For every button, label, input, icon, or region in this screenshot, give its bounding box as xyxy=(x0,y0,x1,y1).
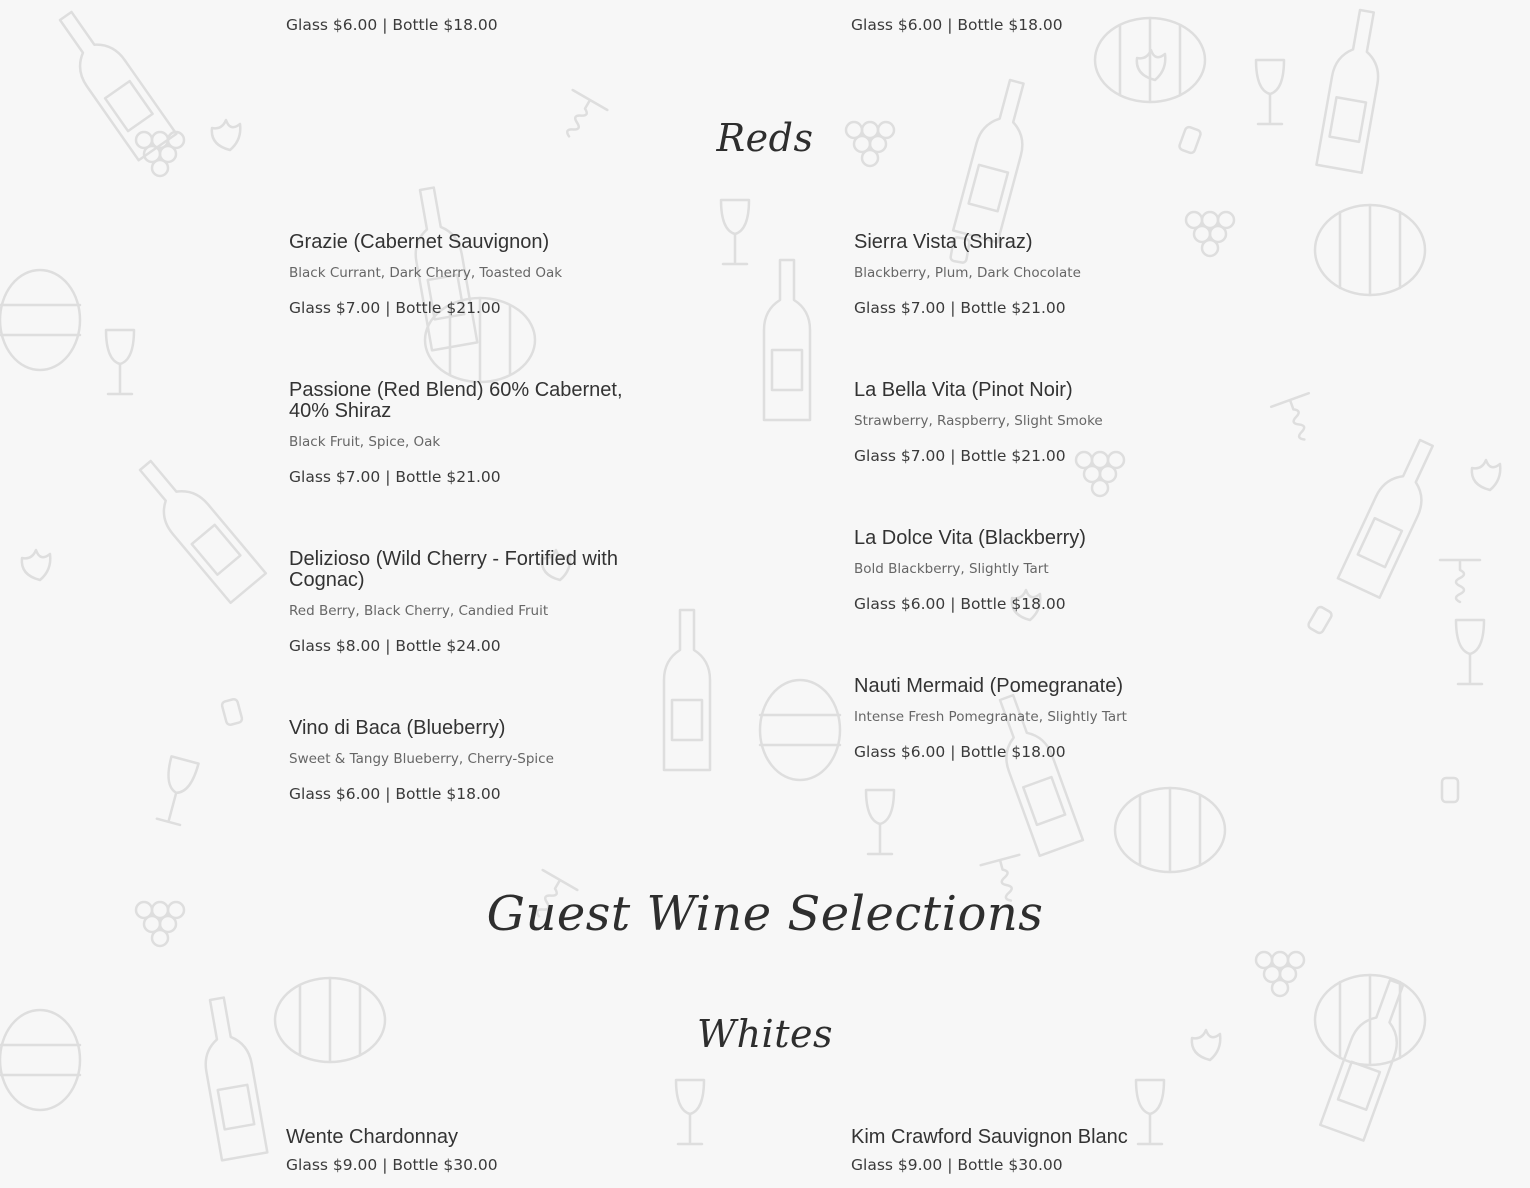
wine-name-line: Cognac) xyxy=(289,569,365,591)
wine-price: Glass $9.00 | Bottle $30.00 xyxy=(286,1156,498,1174)
wine-name: Kim Crawford Sauvignon Blanc xyxy=(851,1126,1128,1148)
wine-name: Nauti Mermaid (Pomegranate) xyxy=(854,675,1123,697)
wine-name: Vino di Baca (Blueberry) xyxy=(289,717,506,739)
wine-price: Glass $6.00 | Bottle $18.00 xyxy=(854,743,1066,761)
section-heading-reds: Reds xyxy=(716,116,814,160)
wine-name-line: Delizioso (Wild Cherry - Fortified with xyxy=(289,548,618,570)
wine-price: Glass $9.00 | Bottle $30.00 xyxy=(851,1156,1063,1174)
wine-name: Grazie (Cabernet Sauvignon) xyxy=(289,231,550,253)
tasting-notes: Sweet & Tangy Blueberry, Cherry-Spice xyxy=(289,751,554,767)
price-top-left: Glass $6.00 | Bottle $18.00 xyxy=(286,16,498,34)
wine-price: Glass $8.00 | Bottle $24.00 xyxy=(289,637,501,655)
wine-name-line: Passione (Red Blend) 60% Cabernet, xyxy=(289,379,623,401)
wine-name: Wente Chardonnay xyxy=(286,1126,458,1148)
tasting-notes: Intense Fresh Pomegranate, Slightly Tart xyxy=(854,709,1127,725)
section-heading-whites: Whites xyxy=(697,1012,833,1056)
tasting-notes: Blackberry, Plum, Dark Chocolate xyxy=(854,265,1081,281)
wine-price: Glass $7.00 | Bottle $21.00 xyxy=(289,468,501,486)
page-heading-guest-wine-selections: Guest Wine Selections xyxy=(486,886,1044,942)
wine-name xyxy=(289,549,618,591)
tasting-notes: Strawberry, Raspberry, Slight Smoke xyxy=(854,413,1103,429)
tasting-notes: Black Fruit, Spice, Oak xyxy=(289,434,441,450)
tasting-notes: Black Currant, Dark Cherry, Toasted Oak xyxy=(289,265,563,281)
wine-price: Glass $7.00 | Bottle $21.00 xyxy=(854,447,1066,465)
wine-price: Glass $7.00 | Bottle $21.00 xyxy=(854,299,1066,317)
tasting-notes: Red Berry, Black Cherry, Candied Fruit xyxy=(289,603,549,619)
price-top-right: Glass $6.00 | Bottle $18.00 xyxy=(851,16,1063,34)
tasting-notes: Bold Blackberry, Slightly Tart xyxy=(854,561,1049,577)
wine-name: La Dolce Vita (Blackberry) xyxy=(854,527,1086,549)
wine-price: Glass $6.00 | Bottle $18.00 xyxy=(289,785,501,803)
wine-price: Glass $7.00 | Bottle $21.00 xyxy=(289,299,501,317)
wine-price: Glass $6.00 | Bottle $18.00 xyxy=(854,595,1066,613)
wine-name-line: 40% Shiraz xyxy=(289,400,392,422)
wine-name: Sierra Vista (Shiraz) xyxy=(854,231,1033,253)
wine-name xyxy=(289,380,623,422)
wine-name: La Bella Vita (Pinot Noir) xyxy=(854,379,1073,401)
